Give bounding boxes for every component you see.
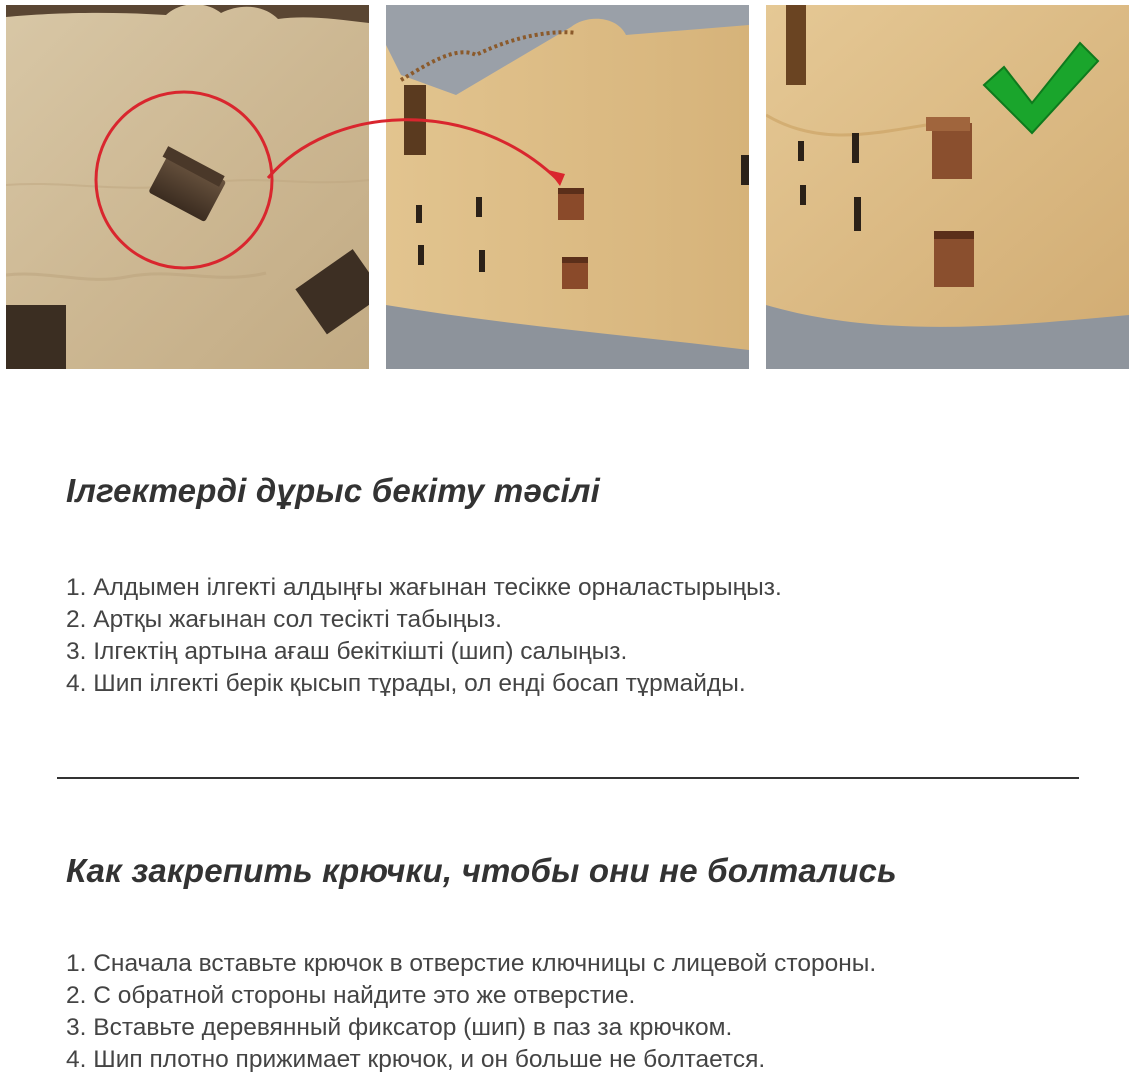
photo-hooks-in-holes — [386, 5, 749, 369]
kazakh-steps — [66, 572, 782, 700]
kazakh-step: 2. Артқы жағынан сол тесікті табыңыз. — [66, 606, 502, 633]
photo-shim-closeup — [6, 5, 369, 369]
russian-title: Как закрепить крючки, чтобы они не болтались — [66, 852, 897, 889]
section-divider — [57, 777, 1079, 779]
kazakh-step: 4. Шип ілгекті берік қысып тұрады, ол енді босап тұрмайды. — [66, 670, 746, 697]
kazakh-title: Ілгектерді дұрыс бекіту тәсілі — [66, 472, 600, 509]
russian-step: 1. Сначала вставьте крючок в отверстие ключницы с лицевой стороны. — [66, 950, 877, 977]
russian-step: 4. Шип плотно прижимает крючок, и он больше не болтается. — [66, 1046, 766, 1073]
russian-step: 2. С обратной стороны найдите это же отверстие. — [66, 982, 636, 1009]
russian-steps — [66, 948, 876, 1076]
photo-hooks-fixed — [766, 5, 1129, 369]
kazakh-step: 3. Ілгектің артына ағаш бекіткішті (шип) салыңыз. — [66, 638, 628, 665]
photo-strip — [0, 0, 1135, 372]
kazakh-step: 1. Алдымен ілгекті алдыңғы жағынан тесікке орналастырыңыз. — [66, 574, 782, 601]
russian-step: 3. Вставьте деревянный фиксатор (шип) в паз за крючком. — [66, 1014, 733, 1041]
hook-icon — [558, 188, 584, 220]
